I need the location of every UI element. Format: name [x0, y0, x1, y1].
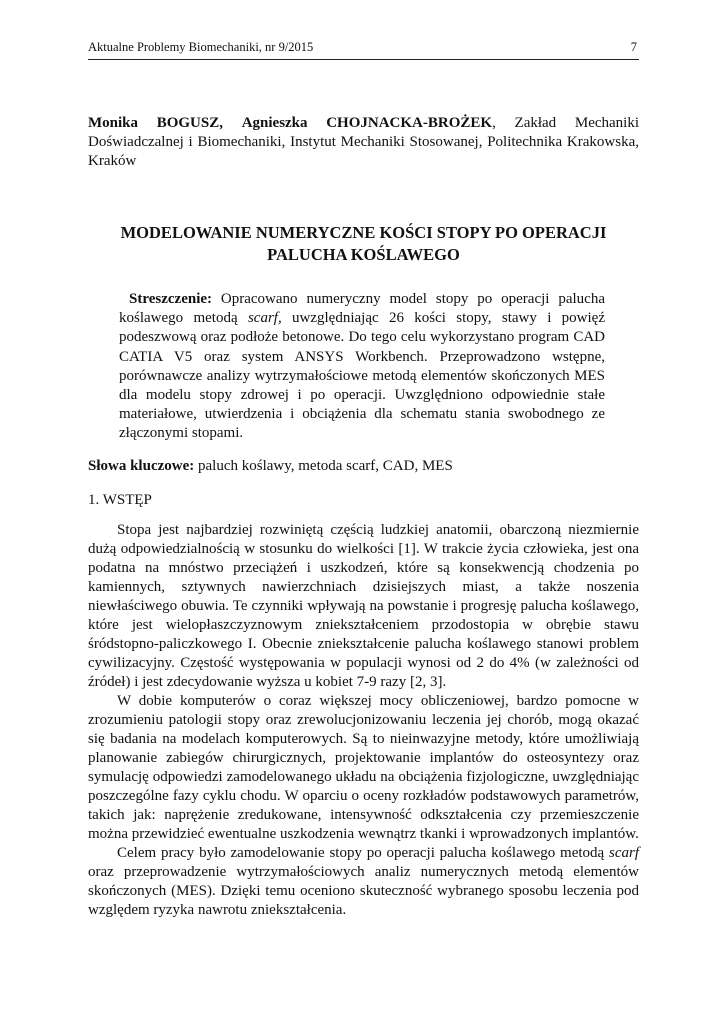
abstract-text-1: Opracowano numeryczny model stopy po operacji palucha koślawego metodą — [119, 291, 605, 327]
keywords — [88, 458, 639, 475]
paper-title — [88, 222, 639, 266]
body-text — [88, 521, 639, 920]
paragraph-1: Stopa jest najbardziej rozwiniętą częścią ludzkiej anatomii, obarczoną niezmiernie dużą odpowiedzialnością w stosunku do wielkości [1]. W trakcie życia człowieka, jest ona podatna na mnóstwo przeciążeń i uszkodzeń, które są konsekwencją chodzenia po kamiennych, sztywnych nawierzchniach dzisiejszych miast, a także noszenia niewłaściwego obuwia. Te czynniki wpływają na powstanie i progresję palucha koślawego, które jest wielopłaszczyznowym zniekształceniem przodostopia w obrębie stawu śródstopno-paliczkowego I. Obecnie zniekształcenie palucha koślawego stanowi problem cywilizacyjny. Częstość występowania w populacji wynosi od 2 do 4% (w zależności od źródeł) i jest zdecydowanie wyższa u kobiet 7-9 razy [2, 3]. — [88, 522, 639, 690]
authors-block — [88, 114, 639, 171]
abstract-text-2: uwzględniając 26 kości stopy, stawy i powięź podeszwową oraz podłoże betonowe. Do tego celu wykorzystano program CAD CATIA V5 oraz system ANSYS Workbench. Przeprowadzono wstępne, porównawcze analizy wytrzymałościowe metodą elementów skończonych MES dla modelu stopy zdrowej i po operacji. Uwzględniono odpowiednie stałe materiałowe, utwierdzenia i obciążenia dla schematu stania swobodnego ze złączonymi stopami. — [119, 310, 605, 442]
journal-name: Aktualne Problemy Biomechaniki, nr 9/2015 — [88, 40, 314, 54]
paragraph-3-italic: scarf — [609, 845, 639, 861]
paragraph-3-text-2: oraz przeprowadzenie wytrzymałościowych analiz numerycznych metodą elementów skończonych (MES). Dzięki temu oceniono skuteczność wybranego sposobu leczenia pod względem ryzyka nawrotu zniekształcenia. — [88, 864, 639, 918]
title-line-2: PALUCHA KOŚLAWEGO — [267, 245, 460, 264]
abstract-label: Streszczenie: — [129, 291, 213, 307]
author-2: Agnieszka CHOJNACKA-BROŻEK — [241, 115, 493, 131]
header-rule — [88, 59, 639, 60]
section-heading: 1. WSTĘP — [88, 492, 152, 508]
author-1: Monika BOGUSZ, — [88, 115, 223, 131]
affiliation: , Zakład Mechaniki Doświadczalnej i Biomechaniki, Instytut Mechaniki Stosowanej, Politechnika Krakowska, Kraków — [88, 115, 640, 169]
keywords-text: paluch koślawy, metoda scarf, CAD, MES — [194, 458, 453, 474]
abstract-italic: scarf, — [247, 310, 282, 327]
title-line-1: MODELOWANIE NUMERYCZNE KOŚCI STOPY PO OPERACJI — [120, 223, 607, 242]
running-header — [88, 40, 639, 55]
paragraph-3-text-1: Celem pracy było zamodelowanie stopy po operacji palucha koślawego metodą — [117, 845, 609, 861]
paragraph-2: W dobie komputerów o coraz większej mocy obliczeniowej, bardzo pomocne w zrozumieniu patologii stopy oraz zrewolucjonizowaniu leczenia jej chorób, mogą okazać się badania na modelach komputerowych. Są to nieinwazyjne metody, które umożliwiają planowanie zabiegów chirurgicznych, projektowanie implantów do osteosyntezy oraz symulację odpowiedzi zamodelowanego układu na obciążenia fizjologiczne, uwzględniając poszczególne fazy cyklu chodu. W oparciu o oceny rozkładów podstawowych parametrów, takich jak: naprężenie zredukowane, intensywność odkształcenia czy przemieszczenie można przewidzieć ewentualne uszkodzenia wewnątrz tkanki i wprowadzonych implantów. — [88, 693, 639, 842]
paragraph-3 — [88, 844, 639, 920]
abstract — [119, 290, 605, 444]
keywords-label: Słowa kluczowe: — [88, 458, 195, 474]
page-number: 7 — [630, 40, 637, 54]
